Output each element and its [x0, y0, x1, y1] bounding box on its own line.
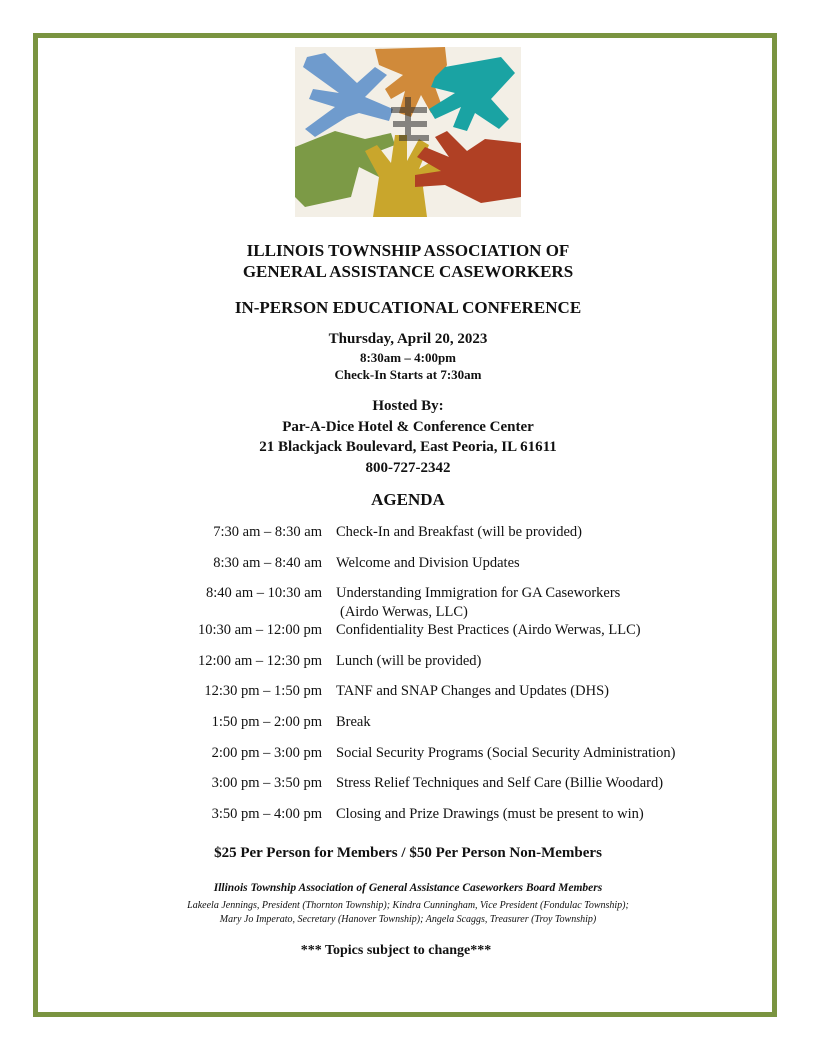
agenda-desc: Welcome and Division Updates — [336, 555, 520, 571]
host-name: Par-A-Dice Hotel & Conference Center — [282, 418, 534, 435]
agenda-time: 12:00 am – 12:30 pm — [197, 653, 322, 669]
agenda-desc: Lunch (will be provided) — [336, 653, 482, 669]
host-label: Hosted By: — [372, 398, 444, 414]
agenda-desc: Confidentiality Best Practices (Airdo Werwas, LLC) — [336, 622, 641, 638]
host-block — [0, 396, 816, 478]
topics-note: *** Topics subject to change*** — [300, 943, 492, 958]
agenda-time: 1:50 pm – 2:00 pm — [211, 714, 322, 730]
checkin-time: Check-In Starts at 7:30am — [334, 367, 482, 382]
agenda-time: 8:40 am – 10:30 am — [206, 585, 322, 601]
host-phone: 800-727-2342 — [365, 459, 451, 476]
org-title-line2: GENERAL ASSISTANCE CASEWORKERS — [242, 262, 574, 281]
agenda-time: 3:00 pm – 3:50 pm — [211, 775, 322, 791]
hands-logo-image — [295, 47, 521, 217]
org-title — [0, 240, 816, 282]
pricing-text: $25 Per Person for Members / $50 Per Person Non-Members — [214, 845, 602, 861]
agenda-desc: Check-In and Breakfast (will be provided) — [336, 524, 583, 540]
host-address: 21 Blackjack Boulevard, East Peoria, IL 61611 — [259, 439, 557, 455]
board-members-line1: Lakeela Jennings, President (Thornton Township); Kindra Cunningham, Vice President (Fondulac Township); — [187, 900, 629, 911]
agenda-desc: TANF and SNAP Changes and Updates (DHS) — [336, 683, 609, 699]
event-date: Thursday, April 20, 2023 — [328, 331, 488, 347]
board-members-line2: Mary Jo Imperato, Secretary (Hanover Township); Angela Scaggs, Treasurer (Troy Township) — [219, 914, 597, 925]
agenda-time: 10:30 am – 12:00 pm — [197, 622, 322, 638]
conference-title: IN-PERSON EDUCATIONAL CONFERENCE — [234, 298, 582, 317]
agenda-desc-continued: (Airdo Werwas, LLC) — [340, 604, 468, 620]
agenda-time: 3:50 pm – 4:00 pm — [211, 806, 322, 822]
agenda-time: 12:30 pm – 1:50 pm — [204, 683, 322, 699]
event-time: 8:30am – 4:00pm — [359, 350, 457, 365]
agenda-time: 2:00 pm – 3:00 pm — [211, 745, 322, 761]
agenda-title: AGENDA — [371, 490, 445, 509]
agenda-desc: Understanding Immigration for GA Caseworkers — [336, 585, 621, 601]
org-title-line1: ILLINOIS TOWNSHIP ASSOCIATION OF — [246, 241, 570, 260]
agenda-time: 8:30 am – 8:40 am — [213, 555, 322, 571]
agenda-desc: Closing and Prize Drawings (must be present to win) — [336, 806, 644, 822]
agenda-desc: Stress Relief Techniques and Self Care (Billie Woodard) — [336, 775, 664, 791]
agenda-desc: Break — [336, 714, 371, 730]
agenda-time: 7:30 am – 8:30 am — [213, 524, 322, 540]
board-members — [0, 899, 816, 927]
board-title: Illinois Township Association of General Assistance Caseworkers Board Members — [213, 882, 603, 894]
agenda-desc: Social Security Programs (Social Security Administration) — [336, 745, 676, 761]
